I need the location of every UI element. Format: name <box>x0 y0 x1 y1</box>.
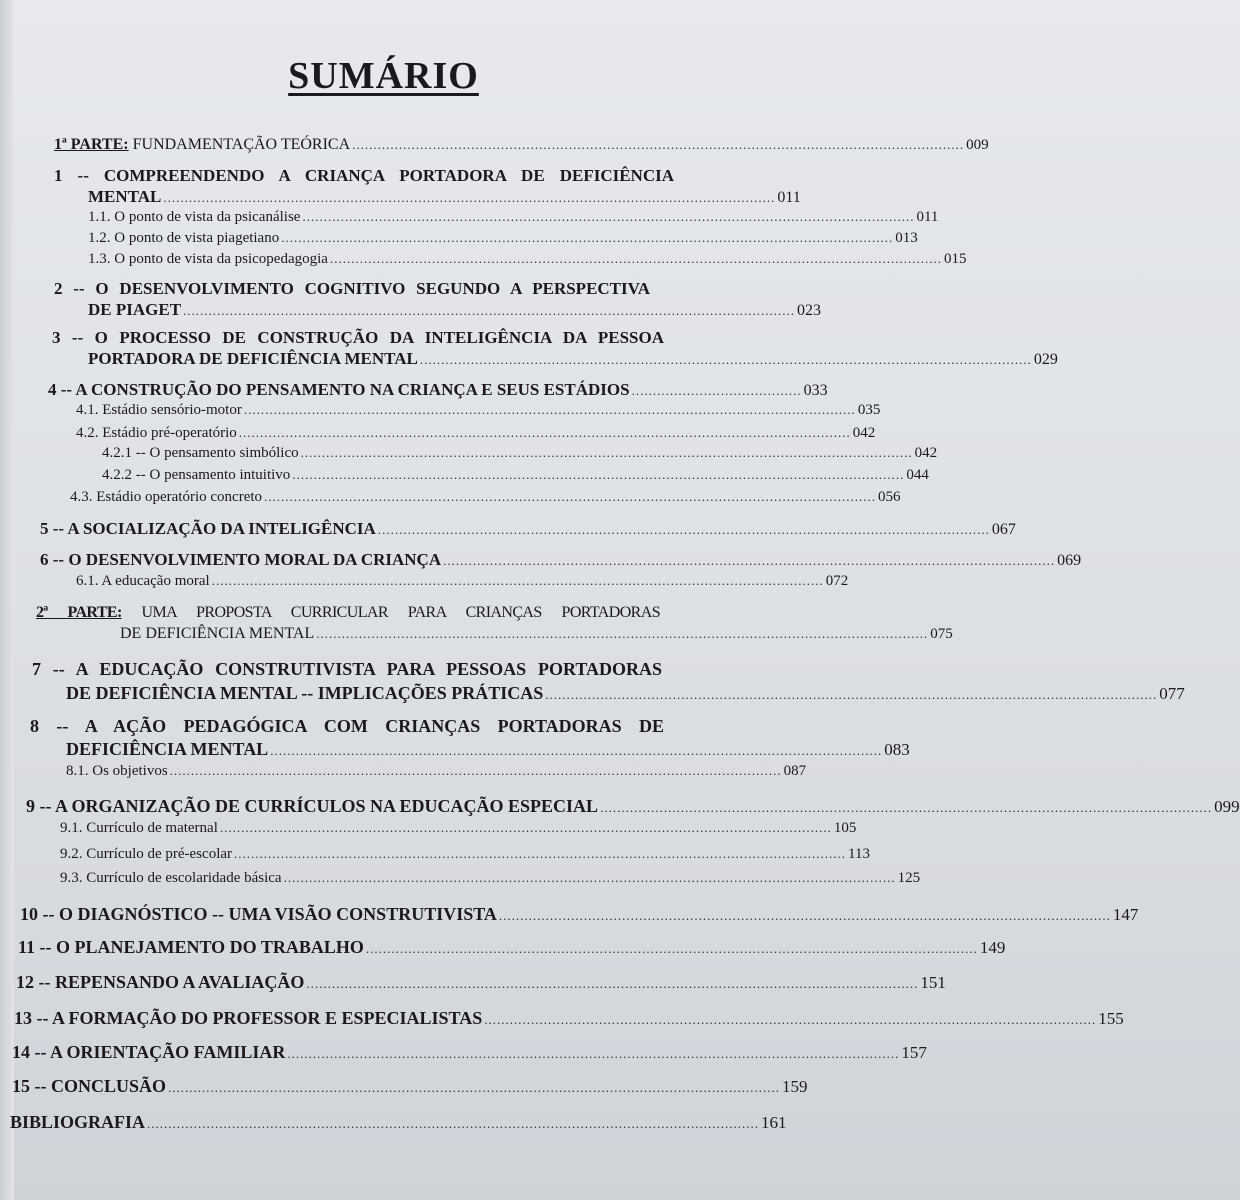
toc-entry-ch9[interactable]: 9 -- A ORGANIZAÇÃO DE CURRÍCULOS NA EDUCAÇÃO ESPECIAL ................................................................................................................................................ 099 <box>26 796 1240 816</box>
page-number: 009 <box>966 137 989 153</box>
part-label: 1ª PARTE: <box>54 136 129 153</box>
toc-entry-6-1[interactable]: 6.1. A educação moral ................................................................................................................................................ 072 <box>76 573 849 589</box>
toc-entry-9-2[interactable]: 9.2. Currículo de pré-escolar ................................................................................................................................................ 113 <box>60 846 870 862</box>
toc-entry-ch12[interactable]: 12 -- REPENSANDO A AVALIAÇÃO ................................................................................................................................................ 151 <box>16 972 946 992</box>
toc-entry-4-2[interactable]: 4.2. Estádio pré-operatório ................................................................................................................................................ 042 <box>76 425 876 441</box>
toc-entry-ch11[interactable]: 11 -- O PLANEJAMENTO DO TRABALHO ................................................................................................................................................ 149 <box>18 937 1006 957</box>
toc-entry-1-2[interactable]: 1.2. O ponto de vista piagetiano ................................................................................................................................................ 013 <box>88 230 918 246</box>
page-number: 011 <box>916 209 939 225</box>
part-label: 2ª PARTE: <box>36 604 122 621</box>
toc-entry-part2-line1[interactable]: 2ª PARTE: UMA PROPOSTA CURRICULAR PARA CRIANÇAS PORTADORAS <box>36 604 660 621</box>
toc-entry-ch7[interactable]: DE DEFICIÊNCIA MENTAL -- IMPLICAÇÕES PRÁTICAS ................................................................................................................................................ 077 <box>66 683 1185 703</box>
toc-entry-ch8-line1[interactable]: 8 -- A AÇÃO PEDAGÓGICA COM CRIANÇAS PORTADORAS DE <box>30 716 664 736</box>
part-title: FUNDAMENTAÇÃO TEÓRICA <box>132 136 351 153</box>
toc-entry-ch1[interactable]: MENTAL ................................................................................................................................................ 011 <box>88 187 801 206</box>
toc-entry-ch7-line1[interactable]: 7 -- A EDUCAÇÃO CONSTRUTIVISTA PARA PESSOAS PORTADORAS <box>32 659 662 679</box>
page-number: 151 <box>920 973 946 992</box>
page-number: 044 <box>906 467 929 483</box>
page-number: 083 <box>884 740 910 759</box>
page-number: 125 <box>897 870 921 886</box>
page-number: 155 <box>1098 1009 1124 1028</box>
page-number: 067 <box>991 521 1016 538</box>
toc-entry-ch14[interactable]: 14 -- A ORIENTAÇÃO FAMILIAR ................................................................................................................................................ 157 <box>12 1042 927 1062</box>
page-number: 157 <box>901 1043 927 1062</box>
page-number: 033 <box>803 382 828 399</box>
toc-entry-ch5[interactable]: 5 -- A SOCIALIZAÇÃO DA INTELIGÊNCIA ................................................................................................................................................ 067 <box>40 519 1016 538</box>
page-number: 013 <box>895 230 918 246</box>
toc-entry-ch3-line1[interactable]: 3 -- O PROCESSO DE CONSTRUÇÃO DA INTELIGÊNCIA DA PESSOA <box>52 328 664 347</box>
page-number: 015 <box>943 251 967 267</box>
toc-entry-part1[interactable]: 1ª PARTE: FUNDAMENTAÇÃO TEÓRICA ................................................................................................................................................ 009 <box>54 136 989 153</box>
page-number: 113 <box>848 846 870 862</box>
toc-entry-ch6[interactable]: 6 -- O DESENVOLVIMENTO MORAL DA CRIANÇA ................................................................................................................................................ 069 <box>40 550 1082 569</box>
toc-entry-9-3[interactable]: 9.3. Currículo de escolaridade básica ................................................................................................................................................ 125 <box>60 870 921 886</box>
page-number: 023 <box>797 302 822 319</box>
page-number: 035 <box>857 402 881 418</box>
toc-entry-ch4[interactable]: 4 -- A CONSTRUÇÃO DO PENSAMENTO NA CRIANÇA E SEUS ESTÁDIOS ........................................ 033 <box>48 380 828 399</box>
toc-entry-part2[interactable]: DE DEFICIÊNCIA MENTAL ................................................................................................................................................ 075 <box>120 625 953 642</box>
toc-entry-ch13[interactable]: 13 -- A FORMAÇÃO DO PROFESSOR E ESPECIALISTAS ................................................................................................................................................ 155 <box>14 1008 1124 1028</box>
toc-entry-ch10[interactable]: 10 -- O DIAGNÓSTICO -- UMA VISÃO CONSTRUTIVISTA ................................................................................................................................................ 147 <box>20 904 1139 924</box>
page-number: 056 <box>878 489 901 505</box>
page-number: 029 <box>1033 351 1058 368</box>
page-number: 087 <box>783 763 807 779</box>
page-number: 099 <box>1214 797 1240 816</box>
toc-entry-ch2[interactable]: DE PIAGET ................................................................................................................................................ 023 <box>88 300 822 319</box>
toc-entry-ch8[interactable]: DEFICIÊNCIA MENTAL ................................................................................................................................................ 083 <box>66 739 910 759</box>
toc-entry-4-1[interactable]: 4.1. Estádio sensório-motor ................................................................................................................................................ 035 <box>76 402 881 418</box>
page-number: 072 <box>825 573 849 589</box>
page-number: 069 <box>1057 552 1082 569</box>
page-number: 161 <box>761 1113 787 1132</box>
toc-entry-1-3[interactable]: 1.3. O ponto de vista da psicopedagogia ................................................................................................................................................ 015 <box>88 251 967 267</box>
page-number: 105 <box>833 820 857 836</box>
toc-entry-bibliography[interactable]: BIBLIOGRAFIA ................................................................................................................................................ 161 <box>10 1112 787 1132</box>
page-number: 042 <box>914 445 938 461</box>
toc-entry-8-1[interactable]: 8.1. Os objetivos ................................................................................................................................................ 087 <box>66 763 807 779</box>
page-number: 147 <box>1112 905 1139 924</box>
page-number: 075 <box>930 626 953 642</box>
page-number: 011 <box>777 189 801 206</box>
page-title: SUMÁRIO <box>288 55 479 97</box>
toc-entry-ch3[interactable]: PORTADORA DE DEFICIÊNCIA MENTAL ................................................................................................................................................ 029 <box>88 349 1058 368</box>
toc-entry-4-3[interactable]: 4.3. Estádio operatório concreto ................................................................................................................................................ 056 <box>70 489 901 505</box>
toc-entry-1-1[interactable]: 1.1. O ponto de vista da psicanálise ................................................................................................................................................ 011 <box>88 209 939 225</box>
toc-entry-ch2-line1[interactable]: 2 -- O DESENVOLVIMENTO COGNITIVO SEGUNDO A PERSPECTIVA <box>54 279 650 298</box>
toc-entry-9-1[interactable]: 9.1. Currículo de maternal ................................................................................................................................................ 105 <box>60 820 857 836</box>
toc-entry-ch15[interactable]: 15 -- CONCLUSÃO ................................................................................................................................................ 159 <box>12 1076 808 1096</box>
page-number: 042 <box>852 425 876 441</box>
page-number: 159 <box>782 1077 808 1096</box>
toc-entry-4-2-1[interactable]: 4.2.1 -- O pensamento simbólico ................................................................................................................................................ 042 <box>102 445 938 461</box>
page-number: 149 <box>979 938 1006 957</box>
toc-entry-ch1-line1[interactable]: 1 -- COMPREENDENDO A CRIANÇA PORTADORA DE DEFICIÊNCIA <box>54 166 674 185</box>
page-number: 077 <box>1159 684 1185 703</box>
toc-entry-4-2-2[interactable]: 4.2.2 -- O pensamento intuitivo ................................................................................................................................................ 044 <box>102 467 929 483</box>
